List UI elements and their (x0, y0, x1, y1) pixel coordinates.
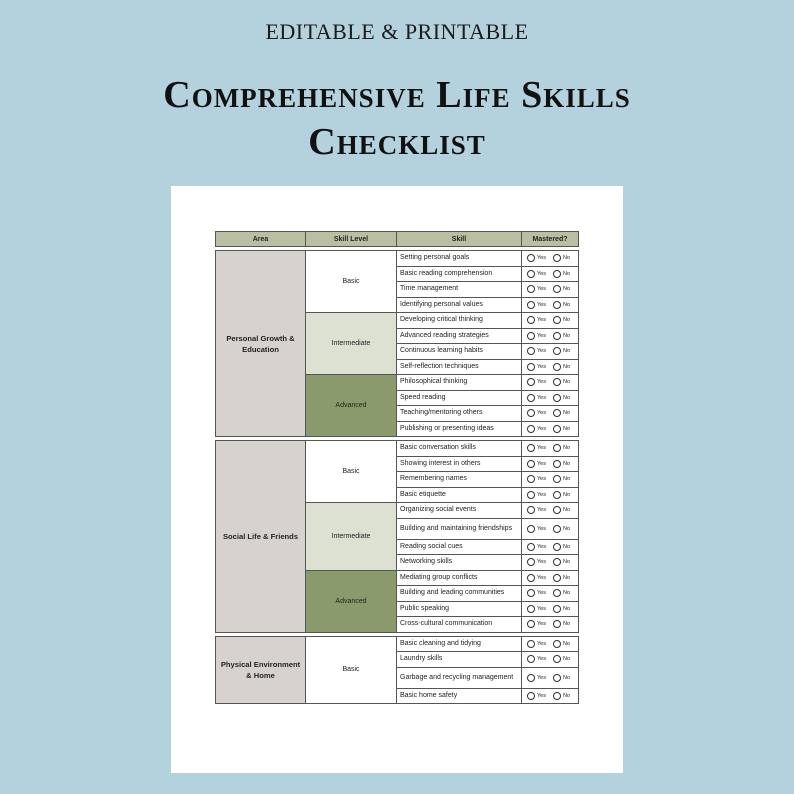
no-label: No (562, 674, 571, 681)
yes-radio[interactable] (527, 394, 535, 402)
no-radio[interactable] (553, 674, 561, 682)
skill-cell: Advanced reading strategies (397, 328, 522, 344)
yes-radio[interactable] (527, 655, 535, 663)
title-line-2: Checklist (308, 121, 486, 163)
mastered-cell (522, 456, 579, 472)
mastered-cell (522, 601, 579, 617)
no-label: No (562, 394, 571, 401)
yes-radio[interactable] (527, 558, 535, 566)
no-label: No (562, 317, 571, 324)
mastered-cell (522, 518, 579, 539)
skill-level-cell: Intermediate (306, 313, 397, 375)
no-label: No (562, 445, 571, 452)
mastered-cell (522, 441, 579, 457)
no-radio[interactable] (553, 558, 561, 566)
no-radio[interactable] (553, 475, 561, 483)
no-radio[interactable] (553, 543, 561, 551)
yes-label: Yes (537, 379, 546, 386)
no-label: No (562, 332, 571, 339)
no-label: No (562, 425, 571, 432)
skill-cell: Basic etiquette (397, 487, 522, 503)
table-row (216, 251, 579, 267)
skill-cell: Showing interest in others (397, 456, 522, 472)
mastered-cell (522, 636, 579, 652)
skill-level-cell: Advanced (306, 375, 397, 437)
area-cell: Personal Growth & Education (216, 251, 306, 437)
yes-label: Yes (537, 543, 546, 550)
yes-label: Yes (537, 674, 546, 681)
table-row (216, 636, 579, 652)
no-label: No (562, 301, 571, 308)
yes-label: Yes (537, 476, 546, 483)
skill-level-cell: Basic (306, 636, 397, 704)
skill-cell: Teaching/mentoring others (397, 406, 522, 422)
no-radio[interactable] (553, 270, 561, 278)
no-radio[interactable] (553, 655, 561, 663)
yes-label: Yes (537, 621, 546, 628)
skill-cell: Reading social cues (397, 539, 522, 555)
column-header-area: Area (216, 232, 306, 247)
skill-cell: Building and leading communities (397, 586, 522, 602)
mastered-cell (522, 282, 579, 298)
yes-label: Yes (537, 394, 546, 401)
no-label: No (562, 491, 571, 498)
no-radio[interactable] (553, 574, 561, 582)
no-radio[interactable] (553, 506, 561, 514)
no-radio[interactable] (553, 409, 561, 417)
mastered-cell (522, 251, 579, 267)
yes-label: Yes (537, 525, 546, 532)
mastered-cell (522, 503, 579, 519)
yes-radio[interactable] (527, 363, 535, 371)
table-row (216, 441, 579, 457)
mastered-cell (522, 297, 579, 313)
column-header-skill: Skill (397, 232, 522, 247)
yes-radio[interactable] (527, 332, 535, 340)
yes-label: Yes (537, 348, 546, 355)
skill-cell: Remembering names (397, 472, 522, 488)
skill-cell: Laundry skills (397, 652, 522, 668)
no-label: No (562, 286, 571, 293)
skill-level-cell: Intermediate (306, 503, 397, 571)
mastered-cell (522, 667, 579, 688)
yes-label: Yes (537, 590, 546, 597)
yes-radio[interactable] (527, 674, 535, 682)
skill-level-cell: Advanced (306, 570, 397, 632)
mastered-cell (522, 421, 579, 437)
mastered-cell (522, 472, 579, 488)
skill-cell: Time management (397, 282, 522, 298)
yes-radio[interactable] (527, 605, 535, 613)
checklist-table (215, 231, 579, 704)
no-label: No (562, 692, 571, 699)
skill-cell: Networking skills (397, 555, 522, 571)
yes-radio[interactable] (527, 491, 535, 499)
skill-cell: Organizing social events (397, 503, 522, 519)
no-radio[interactable] (553, 525, 561, 533)
no-radio[interactable] (553, 285, 561, 293)
no-label: No (562, 525, 571, 532)
yes-radio[interactable] (527, 620, 535, 628)
skill-level-cell: Basic (306, 251, 397, 313)
yes-radio[interactable] (527, 409, 535, 417)
no-label: No (562, 270, 571, 277)
yes-label: Yes (537, 656, 546, 663)
mastered-cell (522, 586, 579, 602)
skill-cell: Basic reading comprehension (397, 266, 522, 282)
mastered-cell (522, 313, 579, 329)
skill-cell: Developing critical thinking (397, 313, 522, 329)
yes-label: Yes (537, 363, 546, 370)
yes-radio[interactable] (527, 525, 535, 533)
yes-radio[interactable] (527, 425, 535, 433)
area-cell: Physical Environment & Home (216, 636, 306, 704)
no-label: No (562, 590, 571, 597)
skill-cell: Cross-cultural communication (397, 617, 522, 633)
no-label: No (562, 363, 571, 370)
no-radio[interactable] (553, 692, 561, 700)
yes-label: Yes (537, 410, 546, 417)
no-radio[interactable] (553, 394, 561, 402)
mastered-cell (522, 688, 579, 704)
yes-radio[interactable] (527, 316, 535, 324)
skill-cell: Building and maintaining friendships (397, 518, 522, 539)
no-radio[interactable] (553, 605, 561, 613)
skill-cell: Philosophical thinking (397, 375, 522, 391)
no-label: No (562, 621, 571, 628)
no-radio[interactable] (553, 640, 561, 648)
yes-label: Yes (537, 507, 546, 514)
mastered-cell (522, 617, 579, 633)
no-label: No (562, 574, 571, 581)
no-label: No (562, 559, 571, 566)
yes-radio[interactable] (527, 589, 535, 597)
yes-radio[interactable] (527, 444, 535, 452)
yes-radio[interactable] (527, 301, 535, 309)
mastered-cell (522, 359, 579, 375)
skill-cell: Public speaking (397, 601, 522, 617)
no-radio[interactable] (553, 254, 561, 262)
page-title (0, 72, 794, 166)
yes-radio[interactable] (527, 270, 535, 278)
no-radio[interactable] (553, 378, 561, 386)
no-label: No (562, 255, 571, 262)
no-label: No (562, 379, 571, 386)
skill-cell: Speed reading (397, 390, 522, 406)
yes-radio[interactable] (527, 574, 535, 582)
no-label: No (562, 543, 571, 550)
skill-cell: Publishing or presenting ideas (397, 421, 522, 437)
subtitle: EDITABLE & PRINTABLE (265, 19, 529, 44)
mastered-cell (522, 570, 579, 586)
no-radio[interactable] (553, 491, 561, 499)
mastered-cell (522, 555, 579, 571)
yes-label: Yes (537, 332, 546, 339)
yes-label: Yes (537, 317, 546, 324)
mastered-cell (522, 375, 579, 391)
yes-label: Yes (537, 301, 546, 308)
skill-cell: Basic cleaning and tidying (397, 636, 522, 652)
yes-label: Yes (537, 270, 546, 277)
no-radio[interactable] (553, 425, 561, 433)
no-radio[interactable] (553, 316, 561, 324)
no-radio[interactable] (553, 460, 561, 468)
yes-radio[interactable] (527, 285, 535, 293)
no-label: No (562, 476, 571, 483)
no-radio[interactable] (553, 332, 561, 340)
yes-label: Yes (537, 574, 546, 581)
no-radio[interactable] (553, 301, 561, 309)
yes-radio[interactable] (527, 640, 535, 648)
yes-label: Yes (537, 640, 546, 647)
yes-radio[interactable] (527, 506, 535, 514)
no-radio[interactable] (553, 363, 561, 371)
no-label: No (562, 640, 571, 647)
area-cell: Social Life & Friends (216, 441, 306, 633)
skill-cell: Setting personal goals (397, 251, 522, 267)
mastered-cell (522, 539, 579, 555)
skill-cell: Self-reflection techniques (397, 359, 522, 375)
mastered-cell (522, 406, 579, 422)
mastered-cell (522, 344, 579, 360)
no-radio[interactable] (553, 589, 561, 597)
no-radio[interactable] (553, 620, 561, 628)
mastered-cell (522, 652, 579, 668)
yes-radio[interactable] (527, 378, 535, 386)
yes-radio[interactable] (527, 347, 535, 355)
mastered-cell (522, 390, 579, 406)
no-radio[interactable] (553, 444, 561, 452)
mastered-cell (522, 266, 579, 282)
column-header-mastered: Mastered? (522, 232, 579, 247)
yes-radio[interactable] (527, 475, 535, 483)
skill-cell: Continuous learning habits (397, 344, 522, 360)
yes-radio[interactable] (527, 692, 535, 700)
header-row (216, 232, 579, 247)
yes-label: Yes (537, 425, 546, 432)
checklist-sheet (171, 186, 623, 773)
yes-label: Yes (537, 692, 546, 699)
mastered-cell (522, 487, 579, 503)
no-label: No (562, 460, 571, 467)
yes-label: Yes (537, 605, 546, 612)
no-label: No (562, 410, 571, 417)
skill-cell: Garbage and recycling management (397, 667, 522, 688)
yes-radio[interactable] (527, 460, 535, 468)
column-header-skill-level: Skill Level (306, 232, 397, 247)
yes-radio[interactable] (527, 543, 535, 551)
skill-cell: Identifying personal values (397, 297, 522, 313)
yes-label: Yes (537, 445, 546, 452)
no-label: No (562, 605, 571, 612)
yes-label: Yes (537, 286, 546, 293)
yes-label: Yes (537, 491, 546, 498)
yes-label: Yes (537, 255, 546, 262)
yes-label: Yes (537, 460, 546, 467)
mastered-cell (522, 328, 579, 344)
title-line-1: Comprehensive Life Skills (163, 74, 631, 116)
yes-label: Yes (537, 559, 546, 566)
no-label: No (562, 507, 571, 514)
skill-cell: Mediating group conflicts (397, 570, 522, 586)
skill-cell: Basic home safety (397, 688, 522, 704)
skill-level-cell: Basic (306, 441, 397, 503)
yes-radio[interactable] (527, 254, 535, 262)
no-label: No (562, 348, 571, 355)
skill-cell: Basic conversation skills (397, 441, 522, 457)
no-radio[interactable] (553, 347, 561, 355)
no-label: No (562, 656, 571, 663)
